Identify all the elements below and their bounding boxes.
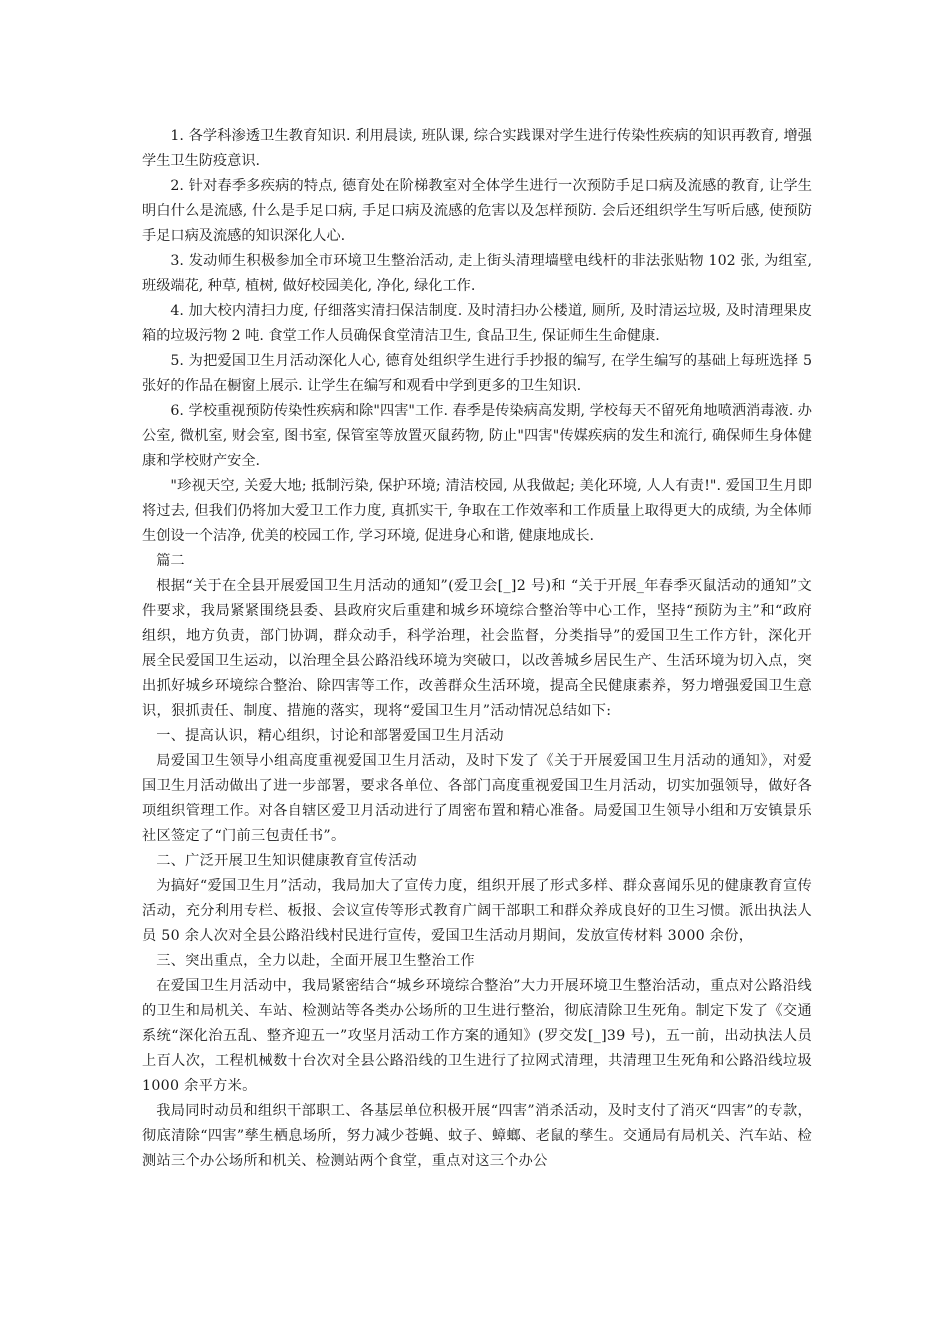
heading-3: 三、突出重点，全力以赴，全面开展卫生整治工作 [156, 953, 475, 969]
document-body [142, 124, 812, 1174]
body-2: 为搞好“爱国卫生月”活动，我局加大了宣传力度，组织开展了形式多样、群众喜闻乐见的健康教育宣传活动，充分利用专栏、板报、会议宣传等形式教育广阔干部职工和群众养成良好的卫生习惯。派出执法人员 50 余人次对全县公路沿线村民进行宣传，爱国卫生活动月期间，发放宣传材料 3000 余份， [142, 878, 812, 944]
body-4: 我局同时动员和组织干部职工、各基层单位积极开展“四害”消杀活动，及时支付了消灭“四害”的专款，彻底清除“四害”孳生栖息场所，努力减少苍蝇、蚊子、蟑螂、老鼠的孳生。交通局有局机关、汽车站、检测站三个办公场所和机关、检测站两个食堂，重点对这三个办公 [142, 1103, 812, 1169]
paragraph-1: 1. 各学科渗透卫生教育知识. 利用晨读, 班队课, 综合实践课对学生进行传染性疾病的知识再教育, 增强学生卫生防疫意识. [142, 128, 812, 169]
paragraph-2: 2. 针对春季多疾病的特点, 德育处在阶梯教室对全体学生进行一次预防手足口病及流感的教育, 让学生明白什么是流感, 什么是手足口病, 手足口病及流感的危害以及怎样预防. 会后还组织学生写听后感, 使预防手足口病及流感的知识深化人心. [142, 178, 812, 244]
section-title-part2: 篇二 [156, 553, 185, 569]
heading-1: 一、提高认识，精心组织，讨论和部署爱国卫生月活动 [156, 728, 504, 744]
paragraph-slogan: "珍视天空, 关爱大地; 抵制污染, 保护环境; 清洁校园, 从我做起; 美化环境, 人人有责!". 爱国卫生月即将过去, 但我们仍将加大爱卫工作力度, 真抓实干, 争取在工作效率和工作质量上取得更大的成绩, 为全体师生创设一个洁净, 优美的校园工作, 学习环境, 促进身心和谐, 健康地成长. [142, 478, 812, 544]
paragraph-4: 4. 加大校内清扫力度, 仔细落实清扫保洁制度. 及时清扫办公楼道, 厕所, 及时清运垃圾, 及时清理果皮箱的垃圾污物 2 吨. 食堂工作人员确保食堂清洁卫生, 食品卫生, 保证师生生命健康. [142, 303, 812, 344]
intro-paragraph: 根据“关于在全县开展爱国卫生月活动的通知”(爱卫会[_]2 号)和 “关于开展_年春季灭鼠活动的通知”文件要求，我局紧紧围绕县委、县政府灾后重建和城乡环境综合整治等中心工作，坚持“预防为主”和“政府组织，地方负责，部门协调，群众动手，科学治理，社会监督，分类指导”的爱国卫生工作方针，深化开展全民爱国卫生运动，以治理全县公路沿线环境为突破口，以改善城乡居民生产、生活环境为切入点，突出抓好城乡环境综合整治、除四害等工作，改善群众生活环境，提高全民健康素养，努力增强爱国卫生意识，狠抓责任、制度、措施的落实，现将“爱国卫生月”活动情况总结如下: [142, 578, 812, 719]
paragraph-5: 5. 为把爱国卫生月活动深化人心, 德育处组织学生进行手抄报的编写, 在学生编写的基础上每班选择 5 张好的作品在橱窗上展示. 让学生在编写和观看中学到更多的卫生知识. [142, 353, 812, 394]
heading-2: 二、广泛开展卫生知识健康教育宣传活动 [156, 853, 417, 869]
body-3: 在爱国卫生月活动中，我局紧密结合“城乡环境综合整治”大力开展环境卫生整治活动，重点对公路沿线的卫生和局机关、车站、检测站等各类办公场所的卫生进行整治，彻底清除卫生死角。制定下发了《交通系统“深化治五乱、整齐迎五一”攻坚月活动工作方案的通知》(罗交发[_]39 号)，五一前，出动执法人员上百人次，工程机械数十台次对全县公路沿线的卫生进行了拉网式清理，共清理卫生死角和公路沿线垃圾 1000 余平方米。 [142, 978, 812, 1094]
body-1: 局爱国卫生领导小组高度重视爱国卫生月活动，及时下发了《关于开展爱国卫生月活动的通知》，对爱国卫生月活动做出了进一步部署，要求各单位、各部门高度重视爱国卫生月活动，切实加强领导，做好各项组织管理工作。对各自辖区爱卫月活动进行了周密布置和精心准备。局爱国卫生领导小组和万安镇景乐社区签定了“门前三包责任书”。 [142, 753, 812, 844]
paragraph-3: 3. 发动师生积极参加全市环境卫生整治活动, 走上街头清理墙壁电线杆的非法张贴物 102 张, 为组室, 班级端花, 种草, 植树, 做好校园美化, 净化, 绿化工作. [142, 253, 812, 294]
paragraph-6: 6. 学校重视预防传染性疾病和除"四害"工作. 春季是传染病高发期, 学校每天不留死角地喷洒消毒液. 办公室, 微机室, 财会室, 图书室, 保管室等放置灭鼠药物, 防止"四害"传媒疾病的发生和流行, 确保师生身体健康和学校财产安全. [142, 403, 812, 469]
